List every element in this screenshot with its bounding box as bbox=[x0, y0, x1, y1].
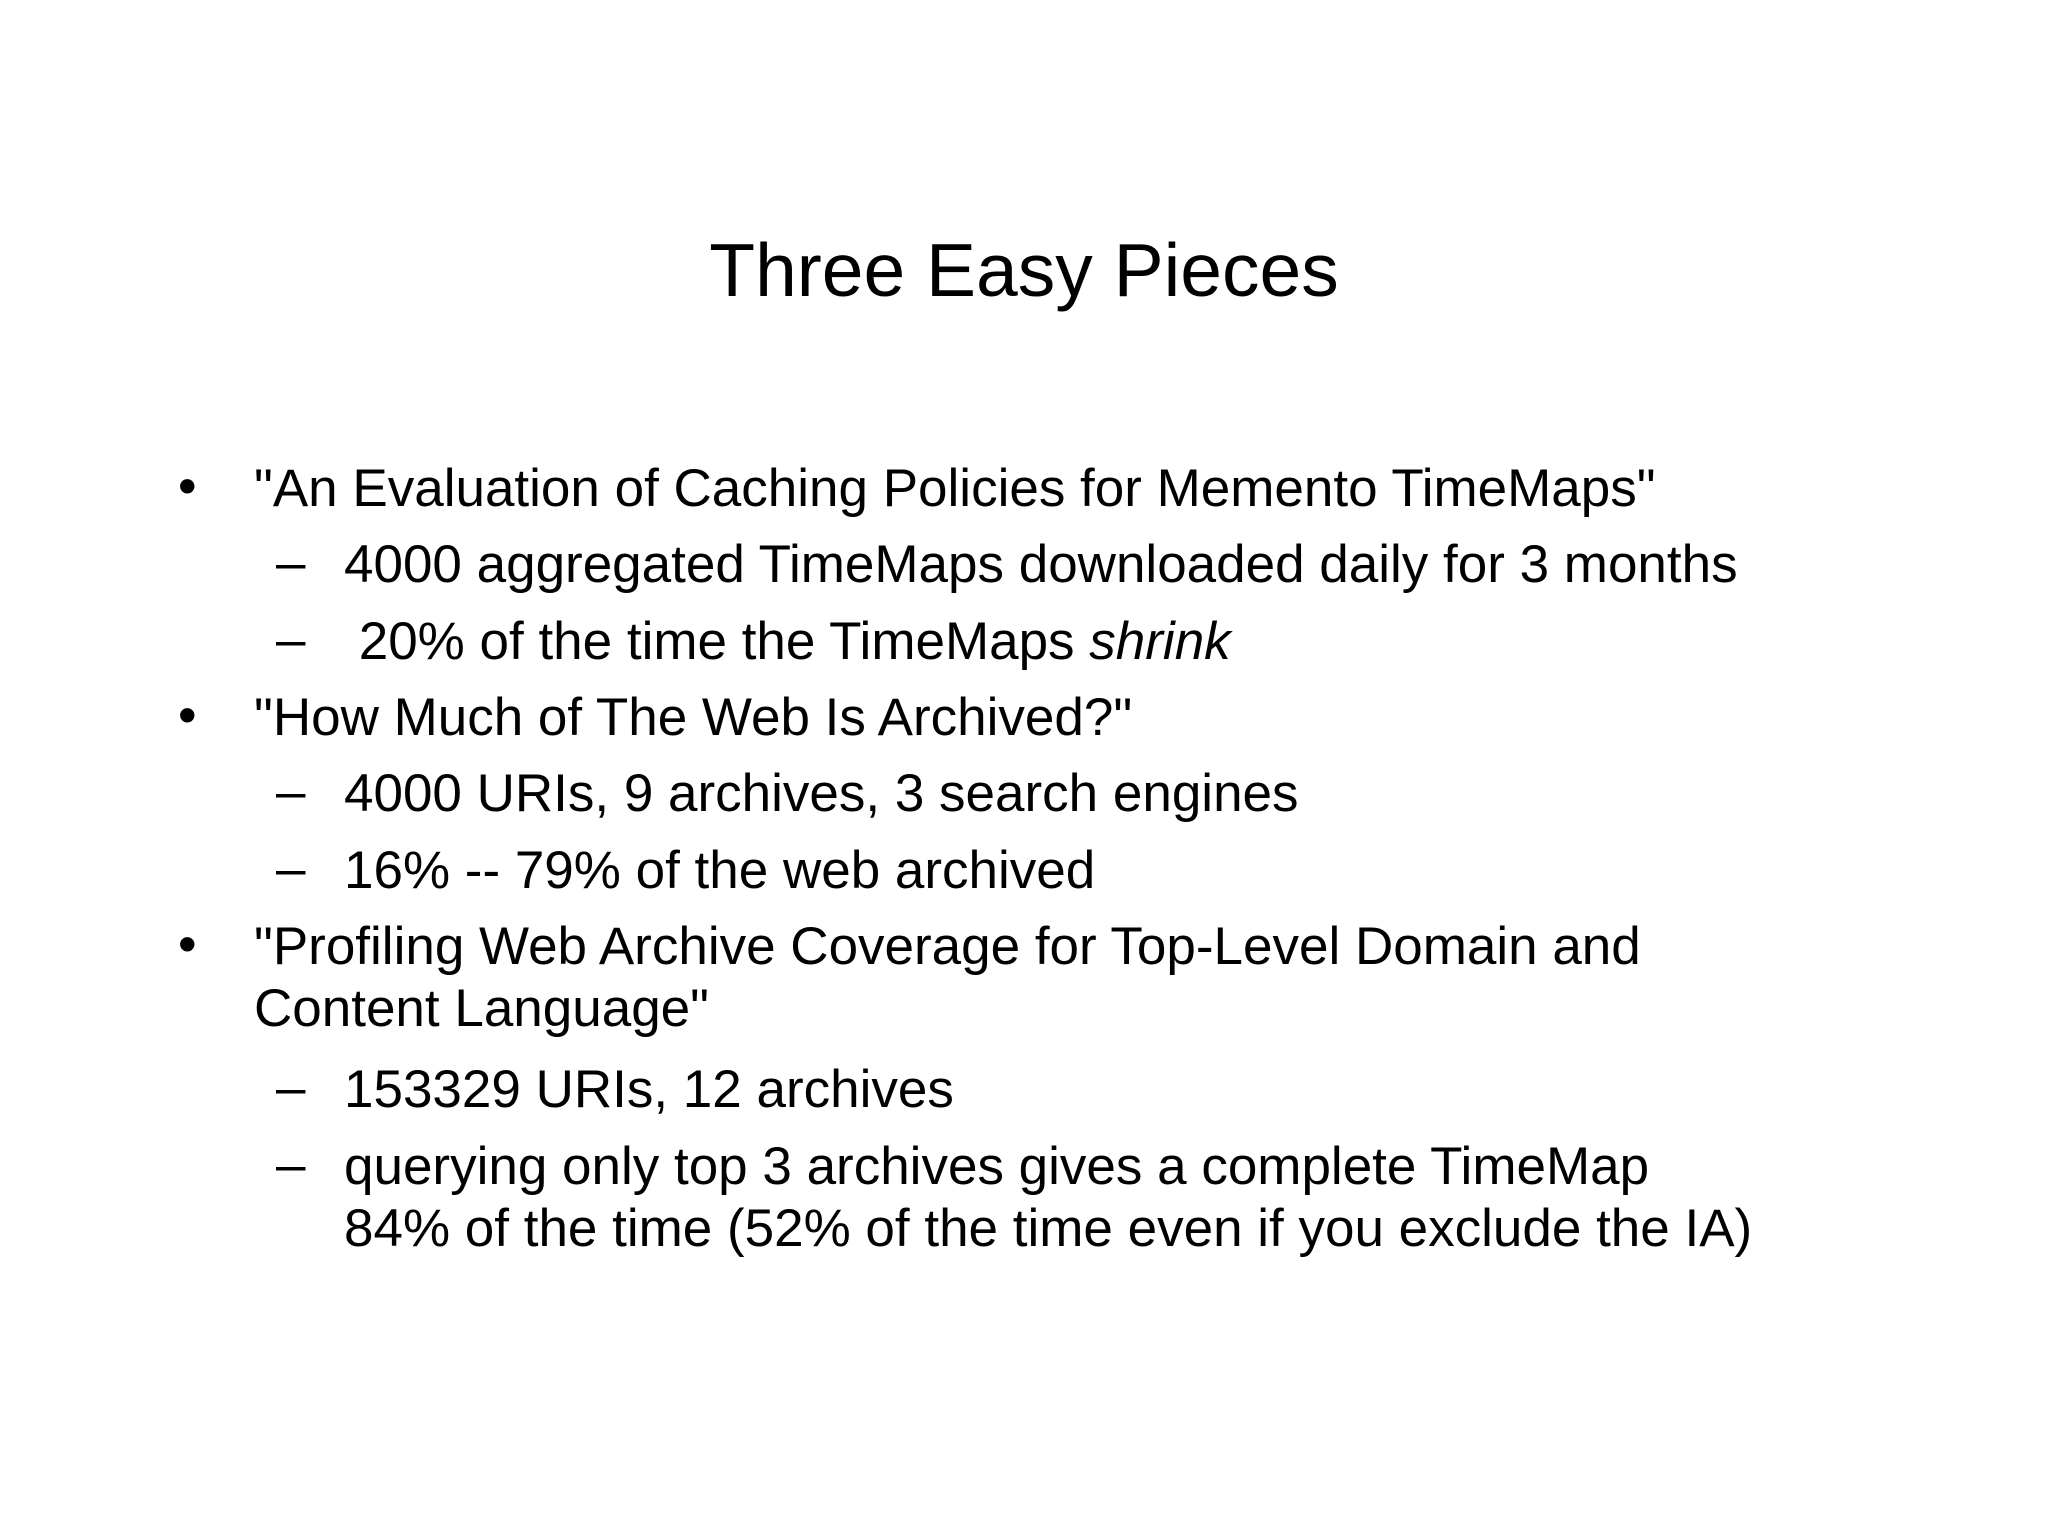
sub-bullet-text: 4000 aggregated TimeMaps downloaded daily for 3 months bbox=[344, 535, 1738, 594]
bullet-text: "How Much of The Web Is Archived?" bbox=[254, 688, 1133, 747]
sub-bullet-text: 153329 URIs, 12 archives bbox=[344, 1060, 954, 1119]
emphasis-text: shrink bbox=[1089, 612, 1231, 671]
bullet-text-line1: "Profiling Web Archive Coverage for Top-Level Domain and bbox=[254, 917, 1641, 976]
sub-bullet-text: 16% -- 79% of the web archived bbox=[344, 841, 1096, 900]
dash-marker: – bbox=[276, 610, 306, 669]
dash-marker: – bbox=[276, 533, 306, 592]
sub-bullet-text: 4000 URIs, 9 archives, 3 search engines bbox=[344, 764, 1299, 823]
sub-bullet-text-line1: querying only top 3 archives gives a complete TimeMap bbox=[344, 1137, 1650, 1196]
slide-title: Three Easy Pieces bbox=[709, 228, 1339, 312]
dash-marker: – bbox=[276, 1135, 306, 1194]
sub-bullet-prefix: 20% of the time the TimeMaps bbox=[344, 612, 1090, 671]
sub-bullet-text bbox=[344, 611, 1964, 673]
sub-bullet-text-line2: 84% of the time (52% of the time even if you exclude the IA) bbox=[344, 1199, 1753, 1258]
bullet-marker: • bbox=[178, 686, 197, 745]
dash-marker: – bbox=[276, 1058, 306, 1117]
bullet-marker: • bbox=[178, 457, 197, 516]
dash-marker: – bbox=[276, 762, 306, 821]
bullet-marker: • bbox=[178, 915, 197, 974]
dash-marker: – bbox=[276, 839, 306, 898]
bullet-text: "An Evaluation of Caching Policies for Memento TimeMaps" bbox=[254, 459, 1656, 518]
bullet-text-line2: Content Language" bbox=[254, 979, 709, 1038]
